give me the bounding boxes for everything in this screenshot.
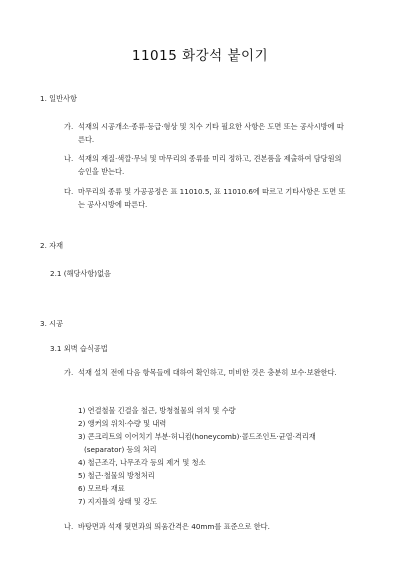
paragraph-text: 석재 설치 전에 다음 항목들에 대하여 확인하고, 미비한 것은 충분히 보수·보완한다.	[78, 368, 337, 377]
paragraph-3-ga	[64, 366, 346, 379]
paragraph-marker: 나.	[64, 522, 74, 531]
paragraph-1-na	[64, 152, 346, 178]
checklist-item: 3) 콘크리트의 이어치기 부분·허니컴(honeycomb)·콜드조인트·균열·격리재	[78, 432, 316, 441]
paragraph-marker: 가.	[64, 122, 74, 131]
checklist-item: 6) 모르타 재료	[78, 484, 125, 493]
subsection-3-1: 3.1 외벽 습식공법	[50, 344, 108, 353]
paragraph-text: 마무리의 종류 및 가공공정은 표 11010.5, 표 11010.6에 따르고 기타사항은 도면 또는 공사시방에 따른다.	[78, 187, 346, 209]
section-heading-general: 1. 일반사항	[40, 94, 77, 103]
subsection-2-1: 2.1 (해당사항)없음	[50, 269, 111, 278]
checklist-item: 4) 철근조각, 나무조각 등의 제거 및 청소	[78, 458, 206, 467]
paragraph-marker: 가.	[64, 368, 74, 377]
checklist-item: 2) 앵커의 위치·수량 및 내력	[78, 419, 167, 428]
paragraph-text: 석재의 재질·색깔·무늬 및 마무리의 종류를 미리 정하고, 견본품을 제출하여 담당원의 승인을 받는다.	[78, 154, 342, 176]
checklist-item: 1) 연결철물 긴결을 철근, 방청철물의 위치 및 수량	[78, 406, 236, 415]
paragraph-marker: 다.	[64, 187, 74, 196]
section-heading-construction: 3. 시공	[40, 319, 64, 328]
checklist-item: 7) 지지틀의 상태 및 강도	[78, 497, 158, 506]
paragraph-text: 바탕면과 석재 뒷면과의 띄움간격은 40mm를 표준으로 한다.	[78, 522, 270, 531]
paragraph-marker: 나.	[64, 154, 74, 163]
checklist-item-continued: (separator) 등의 처리	[84, 445, 157, 454]
document-title: 11015 화강석 붙이기	[131, 48, 269, 64]
paragraph-1-ga	[64, 120, 346, 146]
checklist-item: 5) 철근·철물의 방청처리	[78, 471, 155, 480]
paragraph-3-na	[64, 520, 346, 533]
section-heading-materials: 2. 자재	[40, 241, 64, 250]
paragraph-1-da	[64, 185, 346, 211]
paragraph-text: 석재의 시공개소·종류·등급·형상 및 치수 기타 필요한 사항은 도면 또는 공사시방에 따른다.	[78, 122, 344, 144]
